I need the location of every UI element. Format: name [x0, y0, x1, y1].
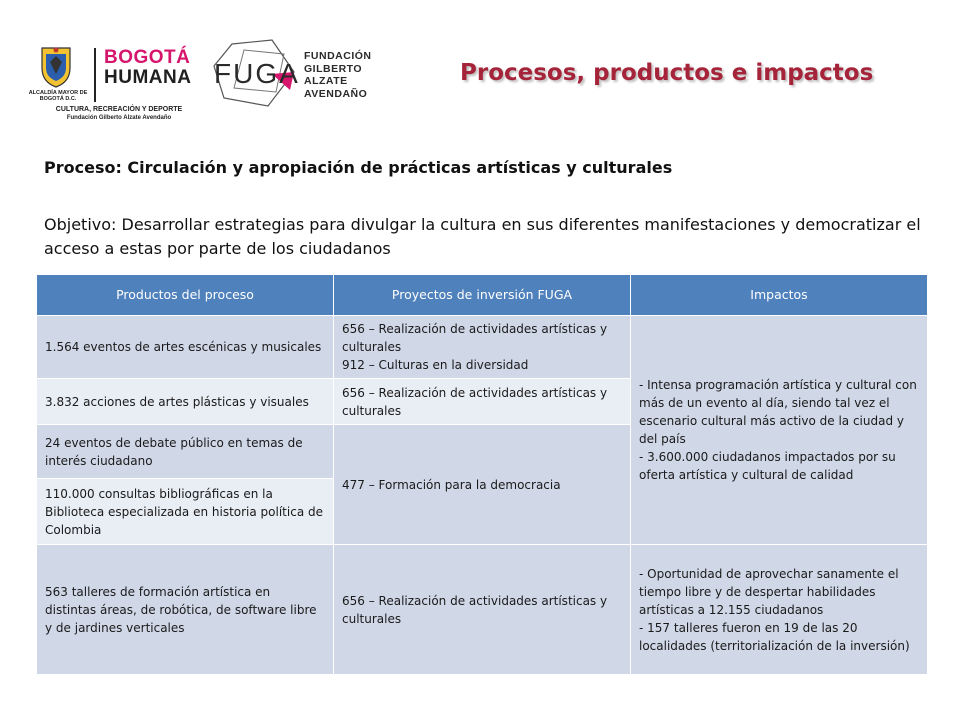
- project-cell: [334, 379, 631, 425]
- project-cell: [334, 545, 631, 675]
- column-header-projects: Proyectos de inversión FUGA: [334, 275, 631, 316]
- impact-line: - Intensa programación artística y cultural con más de un evento al día, siendo tal vez el escenario cultural más activo de la ciudad y del país: [639, 378, 917, 446]
- fuga-logo: [210, 38, 390, 110]
- project-cell: [334, 425, 631, 545]
- product-cell: 3.832 acciones de artes plásticas y visuales: [37, 379, 334, 425]
- project-line: 477 – Formación para la democracia: [342, 477, 561, 492]
- coat-of-arms-icon: [38, 44, 74, 88]
- table-row: [37, 545, 928, 675]
- impact-line: - 3.600.000 ciudadanos impactados por su oferta artística y cultural de calidad: [639, 450, 896, 482]
- cultura-text: CULTURA, RECREACIÓN Y DEPORTE: [55, 106, 183, 113]
- column-header-impacts: Impactos: [631, 275, 928, 316]
- product-cell: 110.000 consultas bibliográficas en la Biblioteca especializada en historia política de Colombia: [37, 479, 334, 545]
- fundacion-small-text: Fundación Gilberto Alzate Avendaño: [66, 115, 172, 121]
- logo-divider: [94, 48, 96, 102]
- process-heading: Proceso: Circulación y apropiación de prácticas artísticas y culturales: [44, 158, 673, 177]
- impact-cell: [631, 316, 928, 545]
- impact-line: - Oportunidad de aprovechar sanamente el tiempo libre y de despertar habilidades artísticas a 12.155 ciudadanos: [639, 566, 899, 617]
- project-line: 656 – Realización de actividades artísticas y culturales: [342, 593, 608, 626]
- table-header-row: [37, 275, 928, 316]
- impact-line: - 157 talleres fueron en 19 de las 20 localidades (territorialización de la inversión): [639, 620, 910, 653]
- fuga-name-line: GILBERTO: [304, 62, 363, 75]
- fuga-full-name: [304, 50, 372, 100]
- project-cell: [334, 316, 631, 379]
- fuga-name-line: AVENDAÑO: [304, 87, 368, 100]
- fuga-wordmark: FUGA: [214, 58, 300, 89]
- project-line: 912 – Culturas en la diversidad: [342, 358, 529, 372]
- bogota-wordmark: BOGOTÁ: [104, 47, 191, 68]
- alcaldia-logo: [28, 44, 192, 124]
- product-cell: 24 eventos de debate público en temas de interés ciudadano: [37, 425, 334, 479]
- table-row: [37, 316, 928, 379]
- impact-cell: [631, 545, 928, 675]
- fuga-name-line: ALZATE: [304, 75, 348, 87]
- project-line: 656 – Realización de actividades artísticas y culturales: [342, 385, 608, 418]
- product-cell: 563 talleres de formación artística en distintas áreas, de robótica, de software libre y de jardines verticales: [37, 545, 334, 675]
- fuga-name-line: FUNDACIÓN: [304, 50, 372, 62]
- column-header-products: Productos del proceso: [37, 275, 334, 316]
- alcaldia-text: ALCALDÍA MAYOR DE BOGOTÁ D.C.: [28, 90, 88, 102]
- objective-text: Objetivo: Desarrollar estrategias para divulgar la cultura en sus diferentes manifestaciones y democratizar el acceso a estas por parte de los ciudadanos: [44, 215, 921, 258]
- humana-wordmark: HUMANA: [104, 67, 192, 88]
- page-title: Procesos, productos e impactos: [460, 60, 874, 86]
- project-line: 656 – Realización de actividades artísticas y culturales: [342, 322, 608, 354]
- product-cell: 1.564 eventos de artes escénicas y musicales: [37, 316, 334, 379]
- process-table: [36, 274, 928, 675]
